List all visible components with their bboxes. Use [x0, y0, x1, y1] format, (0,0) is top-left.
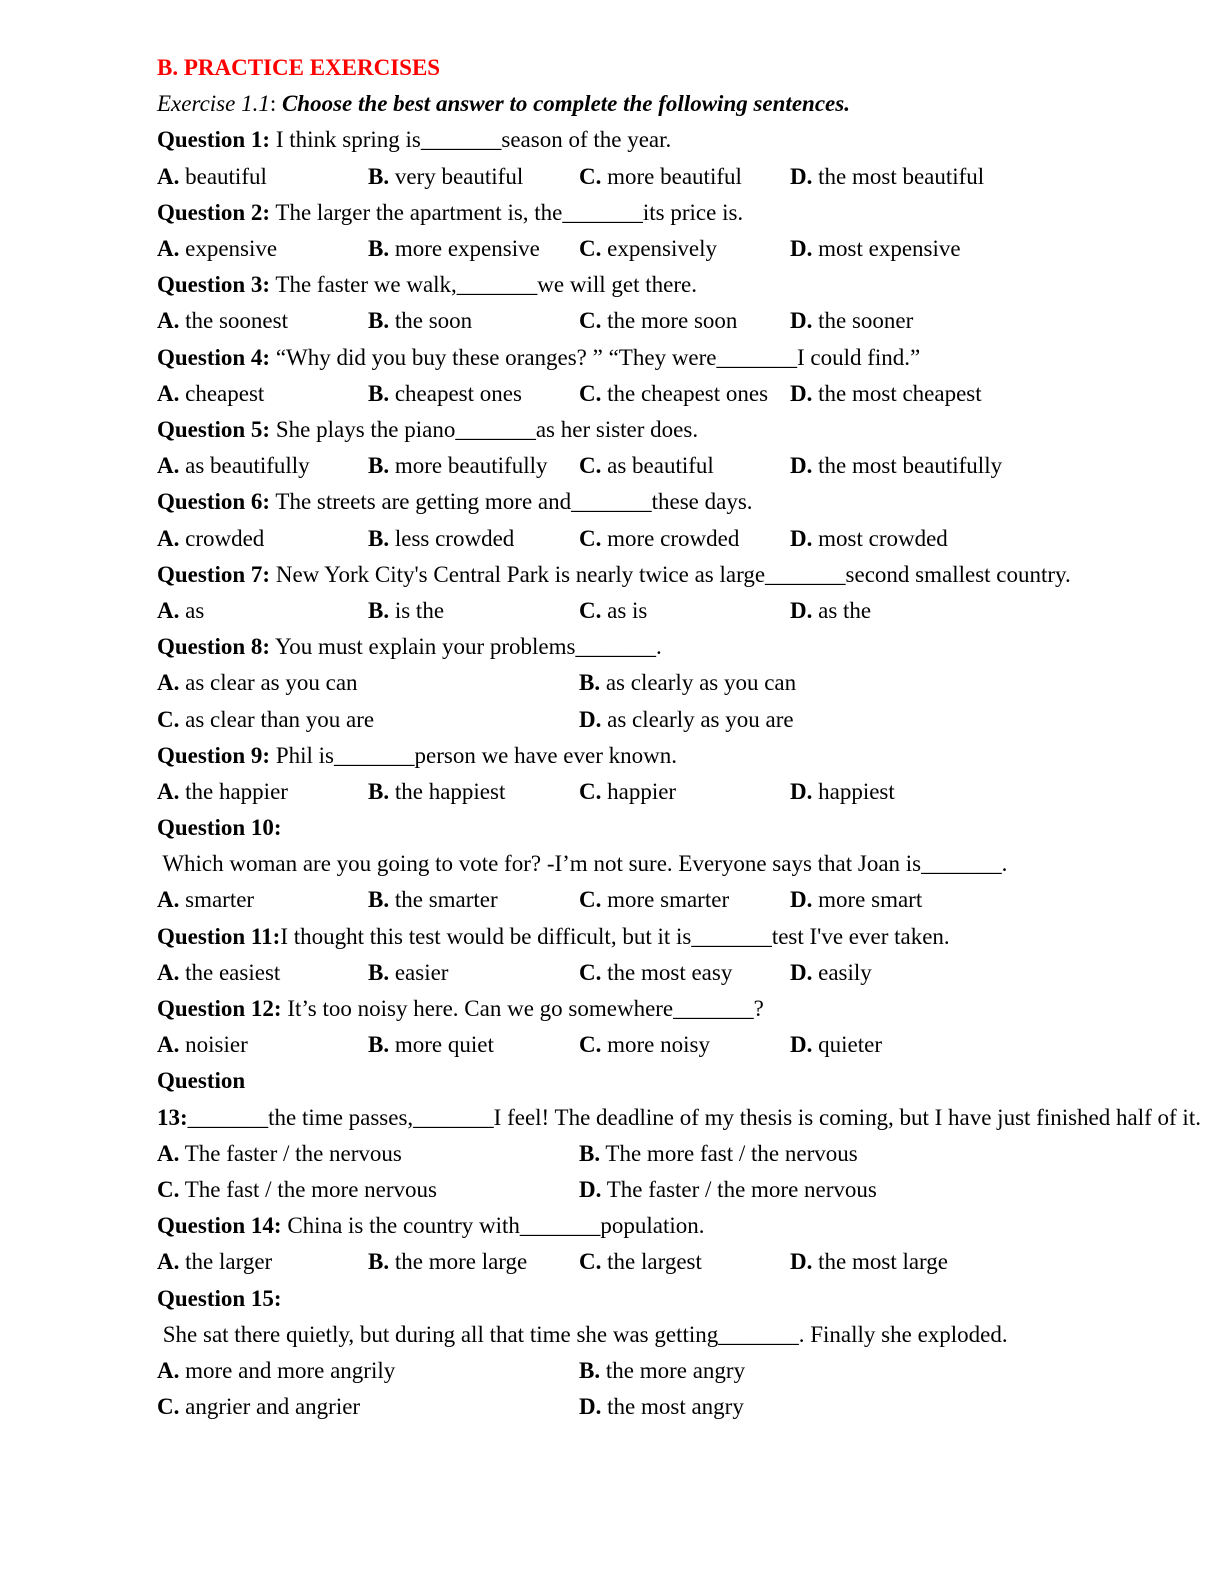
option-text: quieter — [812, 1032, 882, 1058]
option-letter: A. — [157, 453, 180, 479]
option-letter: D. — [790, 163, 813, 189]
question-text: I thought this test would be difficult, but it is_______test I've ever taken. — [280, 923, 950, 949]
option-letter: A. — [157, 235, 180, 261]
option-text: more noisy — [601, 1032, 710, 1058]
question-label: Question 12: — [157, 996, 282, 1022]
option-text: cheapest ones — [389, 380, 522, 406]
option-text: The fast / the more nervous — [179, 1177, 437, 1203]
option-letter: C. — [579, 380, 602, 406]
option-text: less crowded — [389, 525, 515, 551]
question-text: I think spring is_______season of the year. — [270, 127, 672, 153]
option-text: most crowded — [812, 525, 948, 551]
option-text: the cheapest ones — [601, 380, 769, 406]
answer-option — [368, 448, 579, 484]
option-text: as is — [601, 597, 648, 623]
question-text: China is the country with_______population. — [281, 1213, 705, 1239]
option-text: the sooner — [812, 308, 914, 334]
answer-option — [157, 955, 368, 991]
answer-option — [579, 593, 790, 629]
option-text: The more fast / the nervous — [600, 1140, 858, 1166]
question-label: Question 8: — [157, 634, 271, 660]
answer-option — [157, 448, 368, 484]
answer-option — [790, 376, 1072, 412]
option-letter: B. — [368, 453, 390, 479]
answer-option — [790, 448, 1072, 484]
question-stem — [157, 629, 1072, 665]
option-letter: B. — [579, 670, 601, 696]
answer-option — [157, 882, 368, 918]
question-stem — [157, 340, 1072, 376]
option-text: easier — [389, 959, 449, 985]
answer-option — [579, 1136, 1072, 1172]
answer-option — [579, 303, 790, 339]
option-letter: B. — [368, 308, 390, 334]
option-letter: D. — [579, 1177, 602, 1203]
option-letter: A. — [157, 525, 180, 551]
option-text: noisier — [179, 1032, 248, 1058]
question-label: Question 5: — [157, 416, 271, 442]
options-row — [157, 1136, 1072, 1172]
option-letter: A. — [157, 778, 180, 804]
answer-option — [579, 1027, 790, 1063]
option-text: as clearly as you can — [600, 670, 797, 696]
answer-option — [157, 1027, 368, 1063]
option-text: The faster / the nervous — [179, 1140, 402, 1166]
answer-option — [579, 1172, 1072, 1208]
question-stem — [157, 919, 1072, 955]
option-text: most expensive — [812, 235, 961, 261]
option-letter: D. — [790, 308, 813, 334]
option-letter: C. — [579, 959, 602, 985]
option-letter: A. — [157, 380, 180, 406]
option-letter: B. — [368, 1249, 390, 1275]
option-letter: A. — [157, 308, 180, 334]
option-text: as beautifully — [179, 453, 310, 479]
option-letter: B. — [368, 1032, 390, 1058]
question-label: Question 2: — [157, 199, 271, 225]
option-letter: C. — [579, 778, 602, 804]
answer-option — [157, 231, 368, 267]
question-label: Question 1: — [157, 127, 271, 153]
answer-option — [579, 665, 1072, 701]
option-letter: A. — [157, 959, 180, 985]
option-letter: B. — [368, 525, 390, 551]
option-text: beautiful — [179, 163, 267, 189]
option-letter: C. — [579, 1249, 602, 1275]
answer-option — [368, 882, 579, 918]
question-stem — [157, 412, 1072, 448]
question-label: Question 3: — [157, 272, 271, 298]
question-text: “Why did you buy these oranges? ” “They were_______I could find.” — [270, 344, 921, 370]
option-letter: A. — [157, 1358, 180, 1384]
option-letter: B. — [368, 235, 390, 261]
answer-option — [368, 231, 579, 267]
answer-option — [790, 303, 1072, 339]
option-letter: C. — [157, 1177, 180, 1203]
option-text: the soonest — [179, 308, 288, 334]
question-stem — [157, 810, 1072, 882]
answer-option — [157, 1172, 579, 1208]
answer-option — [790, 231, 1072, 267]
question-text: It’s too noisy here. Can we go somewhere_______? — [281, 996, 764, 1022]
answer-option — [790, 593, 1072, 629]
question-label: Question 7: — [157, 561, 271, 587]
option-letter: B. — [368, 597, 390, 623]
option-letter: C. — [579, 887, 602, 913]
question-stem — [157, 991, 1072, 1027]
answer-option — [368, 376, 579, 412]
option-text: the most cheapest — [812, 380, 982, 406]
answer-option — [790, 955, 1072, 991]
exercise-instruction: Choose the best answer to complete the following sentences. — [281, 91, 850, 117]
options-row — [157, 448, 1072, 484]
option-text: more and more angrily — [179, 1358, 396, 1384]
option-letter: B. — [579, 1358, 601, 1384]
option-text: happier — [601, 778, 677, 804]
option-letter: A. — [157, 597, 180, 623]
answer-option — [579, 521, 790, 557]
question-label: Question 6: — [157, 489, 271, 515]
question-text: She plays the piano_______as her sister does. — [270, 416, 699, 442]
question-stem — [157, 195, 1072, 231]
answer-option — [368, 1027, 579, 1063]
answer-option — [157, 1353, 579, 1389]
option-text: is the — [389, 597, 445, 623]
option-text: the larger — [179, 1249, 273, 1275]
option-letter: C. — [579, 597, 602, 623]
answer-option — [579, 376, 790, 412]
question-text: Phil is_______person we have ever known. — [270, 742, 677, 768]
option-text: more smarter — [601, 887, 730, 913]
option-text: smarter — [179, 887, 255, 913]
answer-option — [579, 955, 790, 991]
option-text: the most beautifully — [812, 453, 1003, 479]
option-letter: D. — [579, 706, 602, 732]
question-text: Which woman are you going to vote for? -I’m not sure. Everyone says that Joan is_______. — [157, 851, 1008, 877]
question-stem — [157, 738, 1072, 774]
option-text: as clear as you can — [179, 670, 358, 696]
answer-option — [368, 593, 579, 629]
option-letter: D. — [790, 597, 813, 623]
option-text: as — [179, 597, 205, 623]
option-letter: D. — [790, 778, 813, 804]
section-title: B. PRACTICE EXERCISES — [157, 55, 441, 80]
option-letter: A. — [157, 1249, 180, 1275]
answer-option — [790, 1027, 1072, 1063]
answer-option — [157, 1244, 368, 1280]
options-row — [157, 774, 1072, 810]
question-text: She sat there quietly, but during all that time she was getting_______. Finally she exploded. — [157, 1321, 1008, 1347]
options-row — [157, 1027, 1072, 1063]
option-letter: A. — [157, 670, 180, 696]
option-text: more expensive — [389, 235, 540, 261]
option-text: the largest — [601, 1249, 702, 1275]
options-row — [157, 593, 1072, 629]
option-letter: B. — [368, 380, 390, 406]
option-letter: D. — [790, 1249, 813, 1275]
answer-option — [157, 376, 368, 412]
options-row — [157, 955, 1072, 991]
answer-option — [157, 303, 368, 339]
document-content — [157, 50, 1201, 1425]
option-letter: D. — [790, 1032, 813, 1058]
answer-option — [790, 521, 1072, 557]
option-text: more beautiful — [601, 163, 742, 189]
answer-option — [157, 1136, 579, 1172]
question-stem — [157, 267, 1072, 303]
option-text: the easiest — [179, 959, 281, 985]
option-letter: A. — [157, 1140, 180, 1166]
option-text: the smarter — [389, 887, 498, 913]
option-letter: A. — [157, 163, 180, 189]
answer-option — [790, 159, 1072, 195]
option-letter: C. — [579, 1032, 602, 1058]
option-text: more crowded — [601, 525, 740, 551]
answer-option — [368, 774, 579, 810]
option-letter: B. — [579, 1140, 601, 1166]
options-row — [157, 159, 1072, 195]
question-text: You must explain your problems_______. — [270, 634, 662, 660]
option-letter: C. — [579, 525, 602, 551]
option-letter: C. — [579, 308, 602, 334]
question-list — [157, 122, 1201, 1425]
question-text: New York City's Central Park is nearly twice as large_______second smallest country. — [270, 561, 1071, 587]
option-text: as beautiful — [601, 453, 714, 479]
option-text: expensively — [601, 235, 717, 261]
option-letter: D. — [790, 525, 813, 551]
question-label: Question 9: — [157, 742, 271, 768]
option-letter: D. — [790, 380, 813, 406]
answer-option — [790, 882, 1072, 918]
question-stem — [157, 1208, 1072, 1244]
options-row — [157, 303, 1072, 339]
option-text: expensive — [179, 235, 278, 261]
option-letter: A. — [157, 1032, 180, 1058]
option-letter: D. — [579, 1394, 602, 1420]
answer-option — [368, 303, 579, 339]
option-letter: D. — [790, 887, 813, 913]
answer-option — [579, 1244, 790, 1280]
option-letter: C. — [157, 1394, 180, 1420]
options-row — [157, 882, 1072, 918]
options-row — [157, 1353, 1072, 1389]
option-text: easily — [812, 959, 872, 985]
option-text: the most angry — [601, 1394, 744, 1420]
question-label: Question 13: — [157, 1068, 246, 1130]
answer-option — [579, 159, 790, 195]
option-letter: D. — [790, 453, 813, 479]
option-text: the more angry — [600, 1358, 746, 1384]
option-letter: C. — [579, 235, 602, 261]
option-text: the more soon — [601, 308, 738, 334]
option-text: cheapest — [179, 380, 265, 406]
answer-option — [579, 448, 790, 484]
exercise-label: Exercise 1.1 — [157, 91, 270, 117]
option-text: the happiest — [389, 778, 506, 804]
options-row — [157, 521, 1072, 557]
options-row — [157, 702, 1072, 738]
answer-option — [368, 159, 579, 195]
question-text: _______the time passes,_______I feel! The deadline of my thesis is coming, but I have just finished half of it. — [187, 1104, 1201, 1130]
answer-option — [157, 159, 368, 195]
option-text: the happier — [179, 778, 288, 804]
answer-option — [579, 231, 790, 267]
option-text: the more large — [389, 1249, 528, 1275]
answer-option — [579, 882, 790, 918]
option-text: as the — [812, 597, 872, 623]
option-letter: C. — [157, 706, 180, 732]
exercise-separator: : — [269, 91, 282, 117]
option-text: the most large — [812, 1249, 949, 1275]
answer-option — [368, 521, 579, 557]
options-row — [157, 1172, 1072, 1208]
options-row — [157, 1389, 1072, 1425]
answer-option — [579, 1353, 1072, 1389]
option-text: the most beautiful — [812, 163, 985, 189]
question-stem — [157, 1281, 1072, 1353]
options-row — [157, 665, 1072, 701]
options-row — [157, 376, 1072, 412]
option-text: angrier and angrier — [179, 1394, 361, 1420]
option-text: The faster / the more nervous — [601, 1177, 877, 1203]
question-label: Question 10: — [157, 815, 282, 841]
answer-option — [157, 665, 579, 701]
answer-option — [157, 774, 368, 810]
option-text: crowded — [179, 525, 265, 551]
answer-option — [157, 1389, 579, 1425]
answer-option — [157, 593, 368, 629]
option-letter: B. — [368, 163, 390, 189]
answer-option — [368, 955, 579, 991]
option-letter: D. — [790, 235, 813, 261]
option-text: as clear than you are — [179, 706, 375, 732]
option-text: very beautiful — [389, 163, 524, 189]
answer-option — [157, 702, 579, 738]
answer-option — [579, 702, 1072, 738]
question-label: Question 4: — [157, 344, 271, 370]
option-text: the soon — [389, 308, 473, 334]
option-letter: C. — [579, 453, 602, 479]
options-row — [157, 231, 1072, 267]
question-label: Question 15: — [157, 1285, 282, 1311]
answer-option — [579, 1389, 1072, 1425]
option-text: more smart — [812, 887, 923, 913]
option-letter: B. — [368, 887, 390, 913]
options-row — [157, 1244, 1072, 1280]
question-stem — [157, 557, 1072, 593]
question-text: The faster we walk,_______we will get there. — [270, 272, 697, 298]
option-text: as clearly as you are — [601, 706, 794, 732]
question-text: The streets are getting more and_______these days. — [270, 489, 753, 515]
answer-option — [790, 774, 1072, 810]
question-label: Question 14: — [157, 1213, 282, 1239]
option-text: more beautifully — [389, 453, 548, 479]
option-text: more quiet — [389, 1032, 494, 1058]
answer-option — [579, 774, 790, 810]
question-stem — [157, 122, 1072, 158]
option-letter: B. — [368, 959, 390, 985]
exercise-heading — [157, 86, 1072, 122]
question-label: Question 11: — [157, 923, 281, 949]
answer-option — [790, 1244, 1072, 1280]
option-letter: D. — [790, 959, 813, 985]
option-letter: B. — [368, 778, 390, 804]
question-stem — [157, 484, 1072, 520]
answer-option — [157, 521, 368, 557]
option-letter: C. — [579, 163, 602, 189]
option-letter: A. — [157, 887, 180, 913]
option-text: the most easy — [601, 959, 733, 985]
option-text: happiest — [812, 778, 895, 804]
question-stem — [157, 1063, 1201, 1135]
answer-option — [368, 1244, 579, 1280]
question-text: The larger the apartment is, the_______its price is. — [270, 199, 744, 225]
